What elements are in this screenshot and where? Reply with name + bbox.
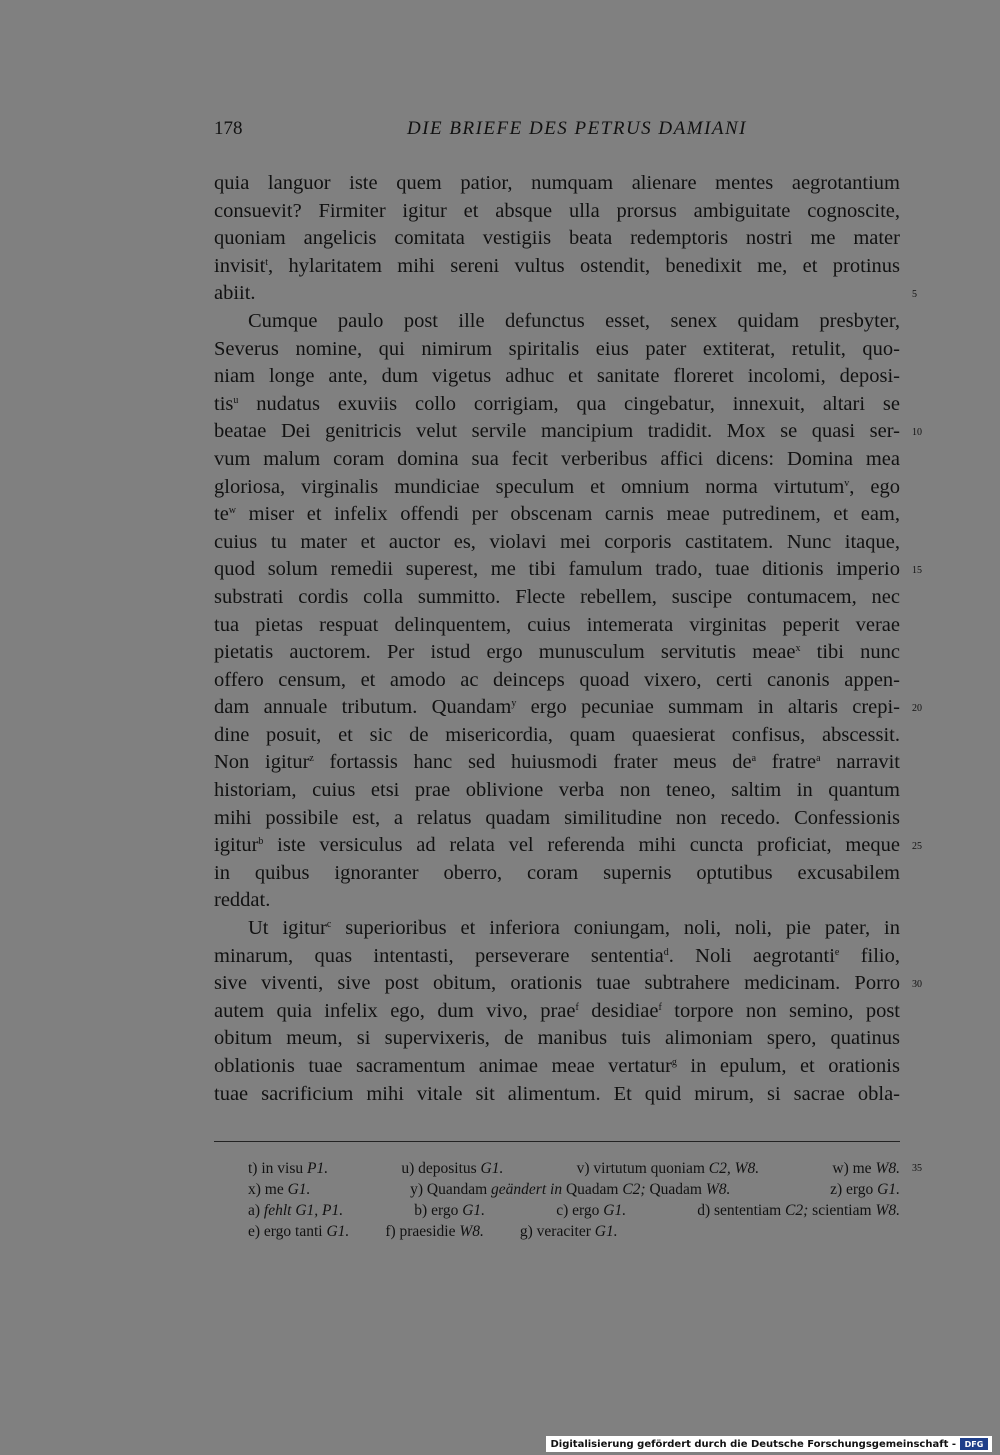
footnote-row bbox=[248, 1158, 900, 1179]
footnote: b) ergo G1. bbox=[414, 1202, 486, 1219]
footnote: v) virtutum quoniam C2, W8. bbox=[576, 1160, 760, 1177]
text-line: consuevit? Firmiter igitur et absque ulla prorsus ambiguitate cognoscite, bbox=[214, 199, 900, 222]
text-line: offero censum, et amodo ac deinceps quoad vixero, certi canonis appen- bbox=[214, 668, 900, 691]
line-number: 5 bbox=[912, 289, 917, 301]
footnote: x) me G1. bbox=[248, 1181, 311, 1198]
footnote: y) Quandam geändert in Quadam C2; Quadam W8. bbox=[410, 1181, 731, 1198]
running-title: DIE BRIEFE DES PETRUS DAMIANI bbox=[406, 118, 748, 139]
text-line: in quibus ignoranter oberro, coram supernis optutibus excusabilem bbox=[214, 861, 900, 884]
text-line: quoniam angelicis comitata vestigiis beata redemptoris nostri me mater bbox=[214, 227, 900, 250]
footnote-row bbox=[248, 1200, 900, 1221]
text-line: gloriosa, virginalis mundiciae speculum et omnium norma virtutum$^v$, ego bbox=[214, 475, 901, 498]
text-line: quia languor iste quem patior, numquam alienare mentes aegrotantium bbox=[214, 172, 900, 194]
text-line: substrati cordis colla summitto. Flecte rebellem, suscipe contumacem, nec bbox=[214, 585, 900, 608]
footnote: d) sententiam C2; scientiam W8. bbox=[697, 1202, 900, 1219]
page-number: 178 bbox=[214, 118, 243, 139]
line-number: 15 bbox=[912, 565, 922, 577]
text-line: Non igitur$^z$ fortassis hanc sed huiusmodi frater meus $de^a$ fratre$^a$ narravit bbox=[214, 751, 900, 774]
footnote-row bbox=[248, 1221, 900, 1242]
line-number: 20 bbox=[912, 703, 922, 715]
text-line: cuius tu mater et auctor es, violavi mei corporis castitatem. Nunc itaque, bbox=[214, 530, 900, 553]
text-line: dam annuale tributum. Quandam$^y$ ergo pecuniae summam in altaris crepi- bbox=[214, 696, 901, 719]
text-line: niam longe ante, dum vigetus adhuc et sanitate floreret incolomi, deposi- bbox=[214, 365, 900, 388]
footnote: t) in visu P1. bbox=[248, 1160, 329, 1177]
text-line: oblationis tuae sacramentum animae meae vertatur$^g$ in epulum, et orationis bbox=[214, 1055, 900, 1077]
text-line: beatae Dei genitricis velut servile mancipium tradidit. Mox se quasi ser- bbox=[214, 420, 900, 443]
footnote: a) fehlt G1, P1. bbox=[248, 1202, 344, 1219]
text-line: Ut igitur$^c$ superioribus et inferiora coniungam, noli, noli, pie pater, in bbox=[248, 917, 900, 940]
text-line: minarum, quas intentasti, perseverare sententia$^d$. Noli aegrotanti$^e$ filio, bbox=[214, 944, 900, 967]
text-line: Severus nomine, qui nimirum spiritalis eius pater extiterat, retulit, quo- bbox=[214, 337, 900, 360]
text-line: autem quia infelix ego, dum vivo, prae$^f$ desidiae$^f$ torpore non semino, post bbox=[214, 999, 901, 1022]
text-line: sive viventi, sive post obitum, orationis tuae subtrahere medicinam. Porro bbox=[214, 972, 900, 995]
text-line: $te^w$ miser et infelix offendi per obscenam carnis meae putredinem, et eam, bbox=[214, 503, 900, 526]
text-line: tis$^u$ nudatus exuviis collo corrigiam, qua cingebatur, innexuit, altari se bbox=[214, 392, 900, 415]
text-line: invisit$^t$, hylaritatem mihi sereni vultus ostendit, benedixit me, et protinus bbox=[214, 254, 900, 277]
footnote: z) ergo G1. bbox=[830, 1181, 900, 1198]
dfg-logo-icon: DFG bbox=[960, 1438, 988, 1450]
footnote: e) ergo tanti G1. bbox=[248, 1223, 350, 1240]
text-line: pietatis auctorem. Per istud ergo munusculum servitutis meae$^x$ tibi nunc bbox=[214, 641, 901, 664]
footnote: g) veraciter G1. bbox=[519, 1223, 618, 1240]
line-number: 25 bbox=[912, 841, 922, 853]
footnote: c) ergo G1. bbox=[556, 1202, 627, 1219]
text-line: obitum meum, si supervixeris, de manibus tuis alimoniam spero, quatinus bbox=[214, 1027, 900, 1050]
main-text bbox=[214, 170, 900, 1108]
text-line: abiit. bbox=[214, 282, 256, 305]
footnote: u) depositus G1. bbox=[401, 1160, 504, 1177]
text-line: tua pietas respuat delinquentem, cuius intemerata virginitas peperit verae bbox=[214, 613, 900, 636]
text-line: Cumque paulo post ille defunctus esset, senex quidam presbyter, bbox=[248, 309, 900, 332]
digitization-footer bbox=[546, 1436, 992, 1452]
running-head bbox=[214, 118, 900, 144]
text-line: mihi possibile est, a relatus quadam similitudine non recedo. Confessionis bbox=[214, 806, 900, 829]
footnote-line-number: 35 bbox=[912, 1163, 922, 1174]
footnote: w) me W8. bbox=[832, 1160, 900, 1177]
text-line: reddat. bbox=[214, 889, 271, 912]
footer-text: Digitalisierung gefördert durch die Deutsche Forschungsgemeinschaft - bbox=[550, 1438, 956, 1450]
line-number: 10 bbox=[912, 427, 922, 439]
footnote-row bbox=[248, 1179, 900, 1200]
text-line: historiam, cuius etsi prae oblivione verba non teneo, saltim in quantum bbox=[214, 779, 900, 802]
text-line: dine posuit, et sic de misericordia, quam quaesierat confisus, abscessit. bbox=[214, 723, 900, 746]
footnote: f) praesidie W8. bbox=[385, 1223, 484, 1240]
text-line: igitur$^b$ iste versiculus ad relata vel referenda mihi cuncta proficiat, meque bbox=[214, 834, 900, 857]
text-line: quod solum remedii superest, me tibi famulum trado, tuae ditionis imperio bbox=[214, 558, 900, 581]
text-line: tuae sacrificium mihi vitale sit alimentum. Et quid mirum, si sacrae obla- bbox=[214, 1082, 900, 1105]
text-line: vum malum coram domina sua fecit verberibus affici dicens: Domina mea bbox=[214, 447, 900, 470]
footnote-rule bbox=[214, 1141, 900, 1142]
line-number: 30 bbox=[912, 979, 922, 991]
critical-apparatus bbox=[248, 1158, 900, 1242]
